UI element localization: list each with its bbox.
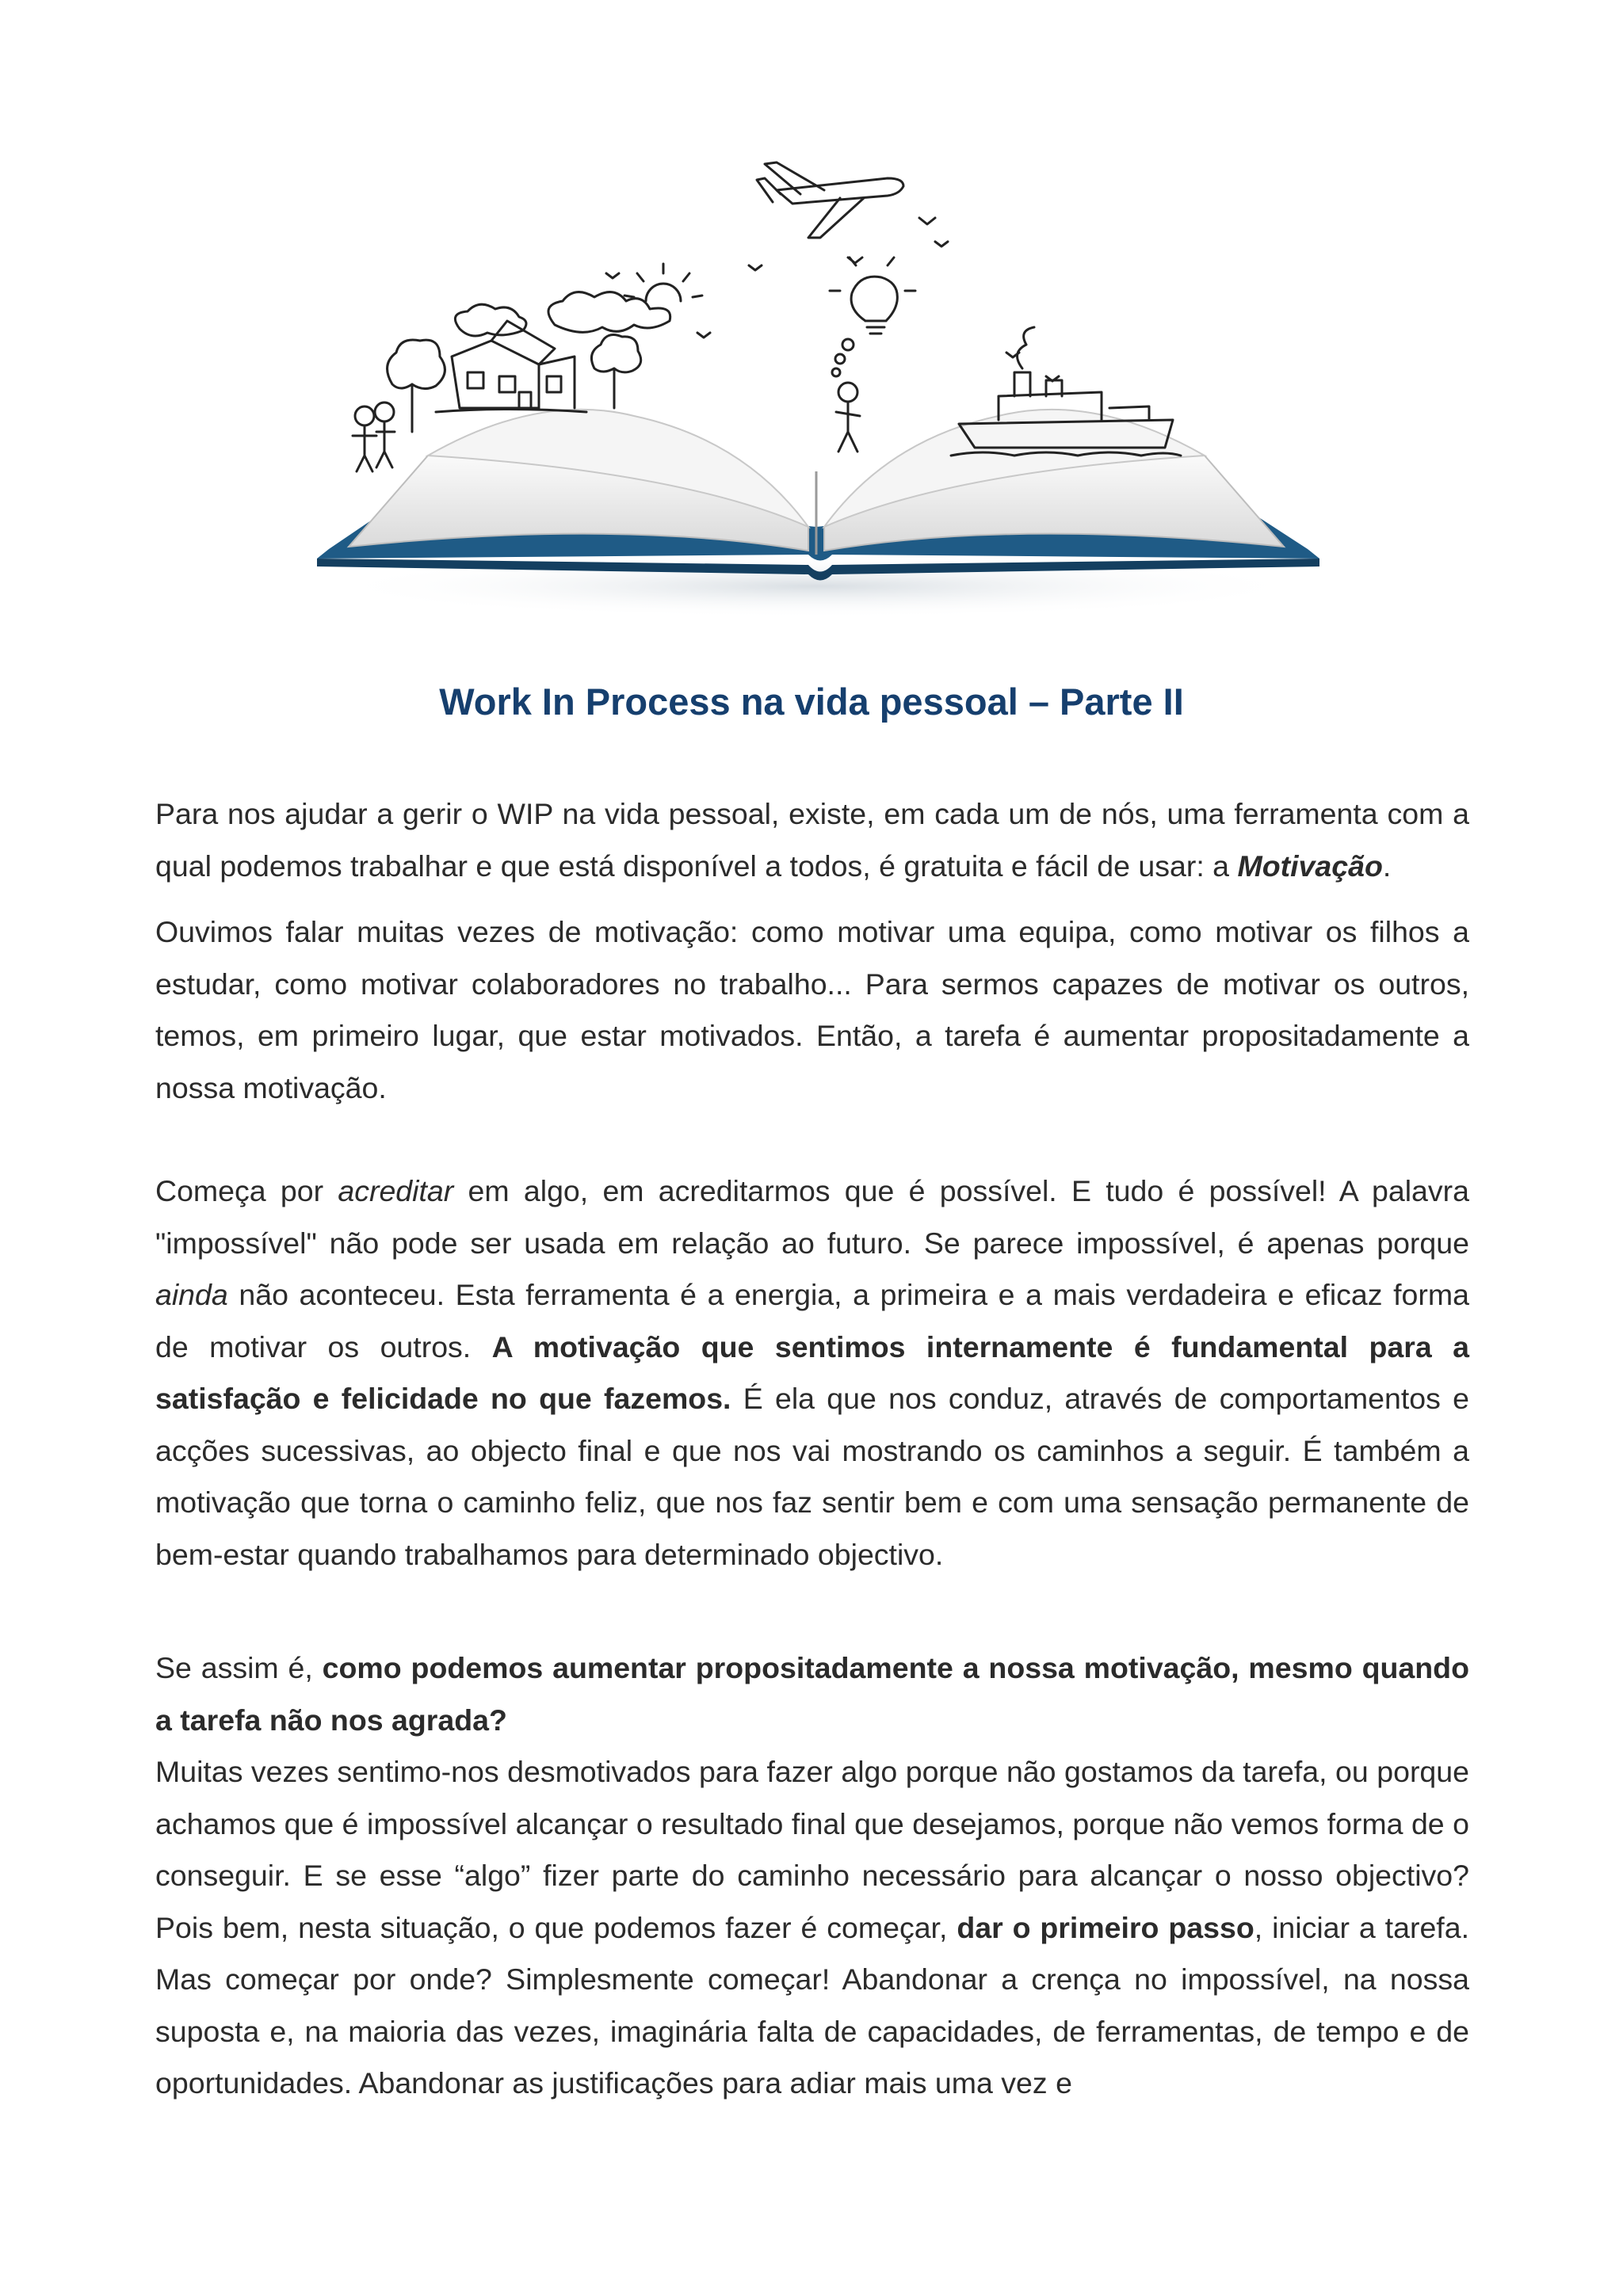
open-book-icon xyxy=(301,154,1331,646)
paragraph-3 xyxy=(155,1165,1469,1581)
paragraph-5 xyxy=(155,1746,1469,2110)
emphasis-acreditar: acreditar xyxy=(338,1174,454,1207)
lightbulb-icon xyxy=(830,257,915,376)
document-title: Work In Process na vida pessoal – Parte II xyxy=(439,681,1184,723)
open-book-illustration xyxy=(301,154,1331,646)
stick-figure-icon xyxy=(353,402,395,471)
text-run: , iniciar a tarefa. Mas começar por onde? Simplesmente começar! Abandonar a crença no impossível, na nossa suposta e, na maioria das vezes, imaginária falta de capacidades, de ferramentas, de tempo e de oportunidades. Abandonar as justificações para adiar mais uma vez e xyxy=(155,1910,1469,2100)
bird-icon xyxy=(919,218,935,224)
paragraph-4 xyxy=(155,1642,1469,1746)
tree-icon xyxy=(388,340,445,432)
document-body xyxy=(155,788,1469,2110)
bold-statement: A motivação que sentimos internamente é fundamental para a satisfação e felicidade no que fazemos. xyxy=(155,1329,1470,1415)
text-run: Ouvimos falar muitas vezes de motivação: como motivar uma equipa, como motivar os filhos a estudar, como motivar colaboradores no trabalho... Para sermos capazes de motivar os outros, temos, em primeiro lugar, que estar motivados. Então, a tarefa é aumentar propositadamente a nossa motivação. xyxy=(155,915,1469,1104)
text-run: Para nos ajudar a gerir o WIP na vida pessoal, existe, em cada um de nós, uma ferramenta com a qual podemos trabalhar e que está disponível a todos, é gratuita e fácil de usar: a xyxy=(155,797,1469,883)
text-run: É ela que nos conduz, através de comportamentos e acções sucessivas, ao objecto final e que nos vai mostrando os caminhos a seguir. É também a motivação que torna o caminho feliz, que nos faz sentir bem e com uma sensação permanente de bem-estar quando trabalhamos para determinado objectivo. xyxy=(155,1382,1469,1571)
bird-icon xyxy=(935,242,948,246)
bold-question: como podemos aumentar propositadamente a nossa motivação, mesmo quando a tarefa não nos agrada? xyxy=(155,1651,1469,1737)
emphasis-motivacao: Motivação xyxy=(1237,849,1383,883)
sun-icon xyxy=(624,264,702,301)
cloud-icon xyxy=(548,292,670,333)
paragraph-2 xyxy=(155,906,1469,1114)
text-run: . xyxy=(1382,849,1392,883)
bird-icon xyxy=(749,265,762,270)
text-run: não aconteceu. Esta ferramenta é a energia, a primeira e a mais verdadeira e eficaz forma de motivar os outros. xyxy=(155,1278,1469,1363)
airplane-icon xyxy=(757,162,903,238)
text-run: Se assim é, xyxy=(155,1651,323,1684)
bold-primeiro-passo: dar o primeiro passo xyxy=(957,1910,1254,1944)
emphasis-ainda: ainda xyxy=(155,1278,228,1311)
stick-figure-icon xyxy=(836,383,860,452)
bird-icon xyxy=(606,273,619,278)
text-run: Muitas vezes sentimo-nos desmotivados para fazer algo porque não gostamos da tarefa, ou porque achamos que é impossível alcançar o resultado final que desejamos, porque não vemos forma de o conseguir. E se esse “algo” fizer parte do caminho necessário para alcançar o nosso objectivo? Pois bem, nesta situação, o que podemos fazer é começar, xyxy=(155,1755,1469,1944)
text-run: em algo, em acreditarmos que é possível. E tudo é possível! A palavra "impossível" não pode ser usada em relação ao futuro. Se parece impossível, é apenas porque xyxy=(155,1174,1469,1260)
bird-icon xyxy=(697,333,710,338)
cloud-icon xyxy=(455,304,526,336)
text-run: Começa por xyxy=(155,1174,338,1207)
paragraph-1 xyxy=(155,788,1469,892)
tree-icon xyxy=(591,335,640,408)
